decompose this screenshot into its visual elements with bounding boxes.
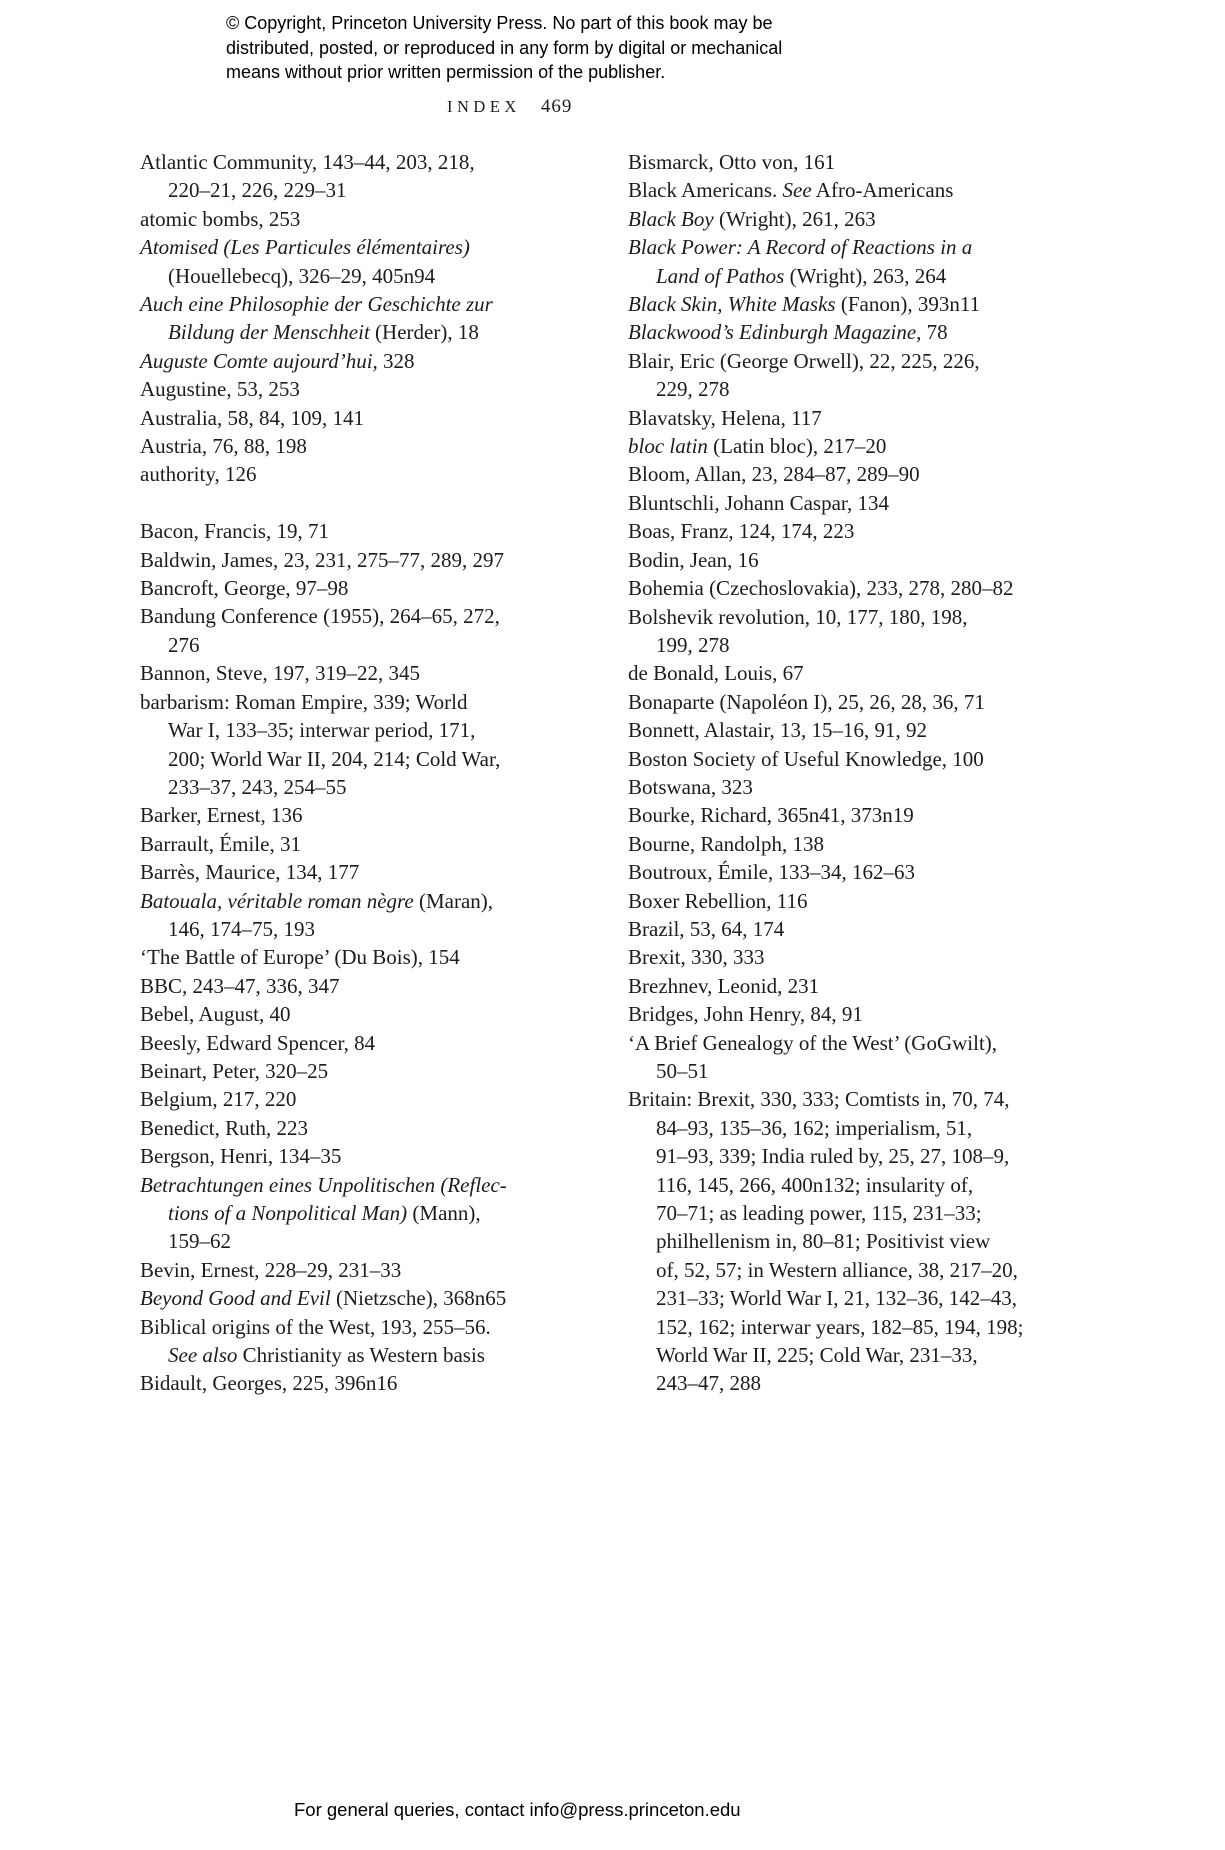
index-segment-italic: Betrachtungen eines Unpolitischen (Reflec- (140, 1172, 507, 1197)
index-line (628, 517, 1128, 545)
index-line (628, 1256, 1128, 1284)
index-segment: 229, 278 (656, 377, 730, 402)
index-line (628, 858, 1128, 886)
index-line (628, 404, 1128, 432)
index-segment: 50–51 (656, 1059, 709, 1083)
index-segment: authority, 126 (140, 462, 257, 487)
index-line (140, 688, 640, 716)
index-segment: Bonaparte (Napoléon I), 25, 26, 28, 36, 71 (628, 689, 985, 714)
index-segment: 199, 278 (656, 632, 730, 657)
index-line (140, 1142, 640, 1170)
index-line (140, 1199, 640, 1227)
index-line (628, 1171, 1128, 1199)
index-line (628, 1284, 1128, 1312)
index-line (140, 773, 640, 801)
index-segment: (Fanon), 393n11 (835, 292, 981, 317)
index-segment: 328 (377, 348, 415, 373)
index-segment: Christianity as Western basis (237, 1343, 485, 1368)
index-segment: Afro-Americans (811, 178, 954, 203)
index-line (628, 716, 1128, 744)
index-segment: Barrès, Maurice, 134, 177 (140, 860, 360, 885)
index-line (628, 1227, 1128, 1255)
index-segment: Barker, Ernest, 136 (140, 803, 303, 828)
index-segment: 220–21, 226, 229–31 (168, 178, 347, 203)
index-line (628, 1057, 1128, 1085)
index-segment: Bevin, Ernest, 228–29, 231–33 (140, 1257, 402, 1282)
index-line (628, 1114, 1128, 1142)
copyright-line-3: means without prior written permission of the publisher. (226, 62, 666, 82)
index-line (140, 432, 640, 460)
index-line (628, 745, 1128, 773)
index-segment: 152, 162; interwar years, 182–85, 194, 198; (656, 1314, 1024, 1339)
index-segment: 146, 174–75, 193 (168, 916, 315, 941)
index-line (628, 148, 1128, 176)
index-line (628, 1029, 1128, 1057)
index-segment: Bodin, Jean, 16 (628, 547, 759, 572)
index-segment-italic: Auguste Comte aujourd’hui, (140, 348, 378, 373)
index-segment: atomic bombs, 253 (140, 206, 301, 231)
index-line (140, 574, 640, 602)
index-line (140, 1256, 640, 1284)
index-line (140, 972, 640, 1000)
index-line (140, 1114, 640, 1142)
index-segment: Austria, 76, 88, 198 (140, 434, 307, 459)
index-line (140, 1029, 640, 1057)
index-line (140, 1227, 640, 1255)
index-segment: (Mann), (407, 1201, 481, 1226)
index-line (140, 375, 640, 403)
index-line (628, 830, 1128, 858)
index-line (140, 745, 640, 773)
index-line (628, 943, 1128, 971)
index-line (628, 262, 1128, 290)
index-segment: Bannon, Steve, 197, 319–22, 345 (140, 661, 420, 686)
index-line (140, 801, 640, 829)
index-segment: Baldwin, James, 23, 231, 275–77, 289, 297 (140, 547, 504, 572)
index-segment: World War II, 225; Cold War, 231–33, (656, 1343, 978, 1368)
index-segment: (Nietzsche), 368n65 (330, 1286, 507, 1311)
index-segment: of, 52, 57; in Western alliance, 38, 217–20, (656, 1257, 1018, 1282)
index-segment: Bidault, Georges, 225, 396n16 (140, 1371, 398, 1396)
running-head (447, 96, 572, 118)
index-line (140, 915, 640, 943)
index-segment: Bergson, Henri, 134–35 (140, 1144, 342, 1169)
index-line (140, 205, 640, 233)
index-line (628, 176, 1128, 204)
index-segment: 84–93, 135–36, 162; imperialism, 51, (656, 1115, 973, 1140)
index-line (140, 1171, 640, 1199)
index-segment: Barrault, Émile, 31 (140, 831, 301, 856)
index-segment: Boutroux, Émile, 133–34, 162–63 (628, 860, 915, 885)
index-line (628, 546, 1128, 574)
index-segment-italic: Black Boy (628, 206, 714, 231)
index-line (628, 1085, 1128, 1113)
index-segment: Belgium, 217, 220 (140, 1087, 297, 1112)
index-segment-italic: Beyond Good and Evil (140, 1286, 331, 1311)
index-segment: (Wright), 261, 263 (713, 206, 876, 231)
index-line (140, 290, 640, 318)
index-segment: Brezhnev, Leonid, 231 (628, 973, 820, 998)
index-heading: INDEX (447, 97, 521, 116)
index-line (140, 176, 640, 204)
index-segment: 116, 145, 266, 400n132; insularity of, (656, 1172, 974, 1197)
index-line (140, 233, 640, 261)
index-segment: Bebel, August, 40 (140, 1002, 291, 1027)
index-line (628, 205, 1128, 233)
index-line (628, 233, 1128, 261)
index-column-left (140, 148, 640, 1398)
index-line (628, 489, 1128, 517)
index-segment: (Herder), 18 (369, 320, 479, 345)
index-line (628, 1313, 1128, 1341)
index-segment-italic: Land of Pathos (656, 263, 785, 288)
index-segment: 91–93, 339; India ruled by, 25, 27, 108–9, (656, 1144, 1010, 1169)
index-segment: Blavatsky, Helena, 117 (628, 405, 822, 430)
index-segment: Botswana, 323 (628, 774, 753, 799)
index-segment-italic: Black Skin, White Masks (628, 292, 836, 317)
index-segment: Bandung Conference (1955), 264–65, 272, (140, 604, 500, 629)
index-segment: Boas, Franz, 124, 174, 223 (628, 519, 855, 544)
index-line (140, 546, 640, 574)
index-line (628, 631, 1128, 659)
index-line (628, 347, 1128, 375)
index-line (140, 943, 640, 971)
footer-text: For general queries, contact info@press.princeton.edu (294, 1799, 741, 1820)
index-line (140, 460, 640, 488)
index-segment: Brazil, 53, 64, 174 (628, 916, 785, 941)
index-line (140, 404, 640, 432)
index-segment: Bohemia (Czechoslovakia), 233, 278, 280–82 (628, 576, 1014, 601)
index-segment: ‘The Battle of Europe’ (Du Bois), 154 (140, 945, 460, 970)
index-segment: BBC, 243–47, 336, 347 (140, 973, 340, 998)
copyright-line-2: distributed, posted, or reproduced in any form by digital or mechanical (226, 37, 783, 58)
index-line (628, 290, 1128, 318)
index-segment-italic: See (782, 178, 812, 203)
index-segment: War I, 133–35; interwar period, 171, (168, 718, 476, 743)
index-segment: Bourne, Randolph, 138 (628, 831, 824, 856)
index-segment: Bolshevik revolution, 10, 177, 180, 198, (628, 604, 968, 629)
index-line (140, 1284, 640, 1312)
index-segment: Bridges, John Henry, 84, 91 (628, 1002, 863, 1027)
footer-contact (294, 1799, 741, 1821)
index-segment-italic: Bildung der Menschheit (168, 320, 370, 345)
index-segment-italic: tions of a Nonpolitical Man) (168, 1201, 408, 1226)
index-segment: Blair, Eric (George Orwell), 22, 225, 226, (628, 348, 980, 373)
index-segment: barbarism: Roman Empire, 339; World (140, 689, 468, 714)
index-line (628, 375, 1128, 403)
index-line (628, 1369, 1128, 1397)
index-line (140, 602, 640, 630)
index-line (628, 1142, 1128, 1170)
index-segment: 231–33; World War I, 21, 132–36, 142–43, (656, 1286, 1017, 1311)
index-line (140, 1000, 640, 1028)
index-line (628, 887, 1128, 915)
index-segment: Biblical origins of the West, 193, 255–56. (140, 1314, 491, 1339)
index-line (140, 318, 640, 346)
index-line (628, 1000, 1128, 1028)
index-line (628, 318, 1128, 346)
index-segment: Britain: Brexit, 330, 333; Comtists in, 70, 74, (628, 1087, 1010, 1112)
index-segment: Bismarck, Otto von, 161 (628, 150, 836, 174)
index-column-right (628, 148, 1128, 1398)
index-segment: Boston Society of Useful Knowledge, 100 (628, 746, 984, 771)
index-line (628, 801, 1128, 829)
index-line (140, 1085, 640, 1113)
index-line (140, 830, 640, 858)
index-line (628, 1199, 1128, 1227)
index-line (628, 915, 1128, 943)
index-segment: Black Americans. (628, 178, 783, 203)
index-segment-italic: See also (168, 1343, 238, 1368)
index-line (140, 1369, 640, 1397)
index-line (140, 887, 640, 915)
index-segment-italic: Batouala, véritable roman nègre (140, 888, 414, 913)
index-line (140, 347, 640, 375)
index-segment: Augustine, 53, 253 (140, 377, 300, 402)
index-segment: Brexit, 330, 333 (628, 945, 765, 970)
index-line (628, 688, 1128, 716)
index-segment: (Maran), (413, 888, 494, 913)
index-segment: 243–47, 288 (656, 1371, 761, 1396)
index-line (140, 858, 640, 886)
index-segment: Boxer Rebellion, 116 (628, 888, 808, 913)
index-segment: 78 (921, 320, 948, 345)
index-line (628, 432, 1128, 460)
index-segment: Benedict, Ruth, 223 (140, 1115, 308, 1140)
index-line (140, 716, 640, 744)
index-segment: 159–62 (168, 1229, 231, 1254)
index-segment: philhellenism in, 80–81; Positivist view (656, 1229, 991, 1254)
copyright-notice (226, 11, 782, 85)
index-segment: (Wright), 263, 264 (784, 263, 947, 288)
index-line (140, 517, 640, 545)
index-line (140, 1341, 640, 1369)
index-segment: Bacon, Francis, 19, 71 (140, 519, 329, 544)
index-line (628, 460, 1128, 488)
index-line (140, 1313, 640, 1341)
copyright-line-1: © Copyright, Princeton University Press. No part of this book may be (226, 13, 773, 33)
index-line (628, 603, 1128, 631)
index-segment: 276 (168, 632, 200, 657)
index-segment-italic: bloc latin (628, 434, 708, 459)
index-segment: Bloom, Allan, 23, 284–87, 289–90 (628, 462, 920, 487)
index-segment: (Latin bloc), 217–20 (707, 434, 887, 459)
index-line (140, 1057, 640, 1085)
index-segment-italic: Auch eine Philosophie der Geschichte zur (140, 292, 493, 317)
index-segment: 70–71; as leading power, 115, 231–33; (656, 1201, 982, 1226)
index-segment: de Bonald, Louis, 67 (628, 661, 804, 686)
index-segment: Bonnett, Alastair, 13, 15–16, 91, 92 (628, 718, 927, 743)
index-segment-italic: Black Power: A Record of Reactions in a (628, 235, 973, 260)
index-line (140, 631, 640, 659)
index-segment-italic: Blackwood’s Edinburgh Magazine, (628, 320, 922, 345)
index-segment: Beinart, Peter, 320–25 (140, 1058, 329, 1083)
index-segment: Bourke, Richard, 365n41, 373n19 (628, 803, 914, 828)
index-segment: 233–37, 243, 254–55 (168, 774, 347, 799)
index-segment: 200; World War II, 204, 214; Cold War, (168, 746, 501, 771)
index-segment-italic: Atomised (Les Particules élémentaires) (140, 235, 470, 260)
index-line (628, 773, 1128, 801)
index-line (140, 262, 640, 290)
index-segment: Bluntschli, Johann Caspar, 134 (628, 490, 890, 515)
index-segment: Beesly, Edward Spencer, 84 (140, 1030, 376, 1055)
index-line (140, 659, 640, 687)
index-line (628, 574, 1128, 602)
index-segment: Atlantic Community, 143–44, 203, 218, (140, 150, 475, 174)
index-segment: ‘A Brief Genealogy of the West’ (GoGwilt), (628, 1030, 998, 1055)
index-line (140, 148, 640, 176)
index-segment: (Houellebecq), 326–29, 405n94 (168, 263, 436, 288)
index-segment: Australia, 58, 84, 109, 141 (140, 405, 364, 430)
index-line (628, 659, 1128, 687)
index-line (628, 972, 1128, 1000)
index-segment: Bancroft, George, 97–98 (140, 576, 349, 601)
index-line (628, 1341, 1128, 1369)
page-number: 469 (540, 96, 573, 117)
